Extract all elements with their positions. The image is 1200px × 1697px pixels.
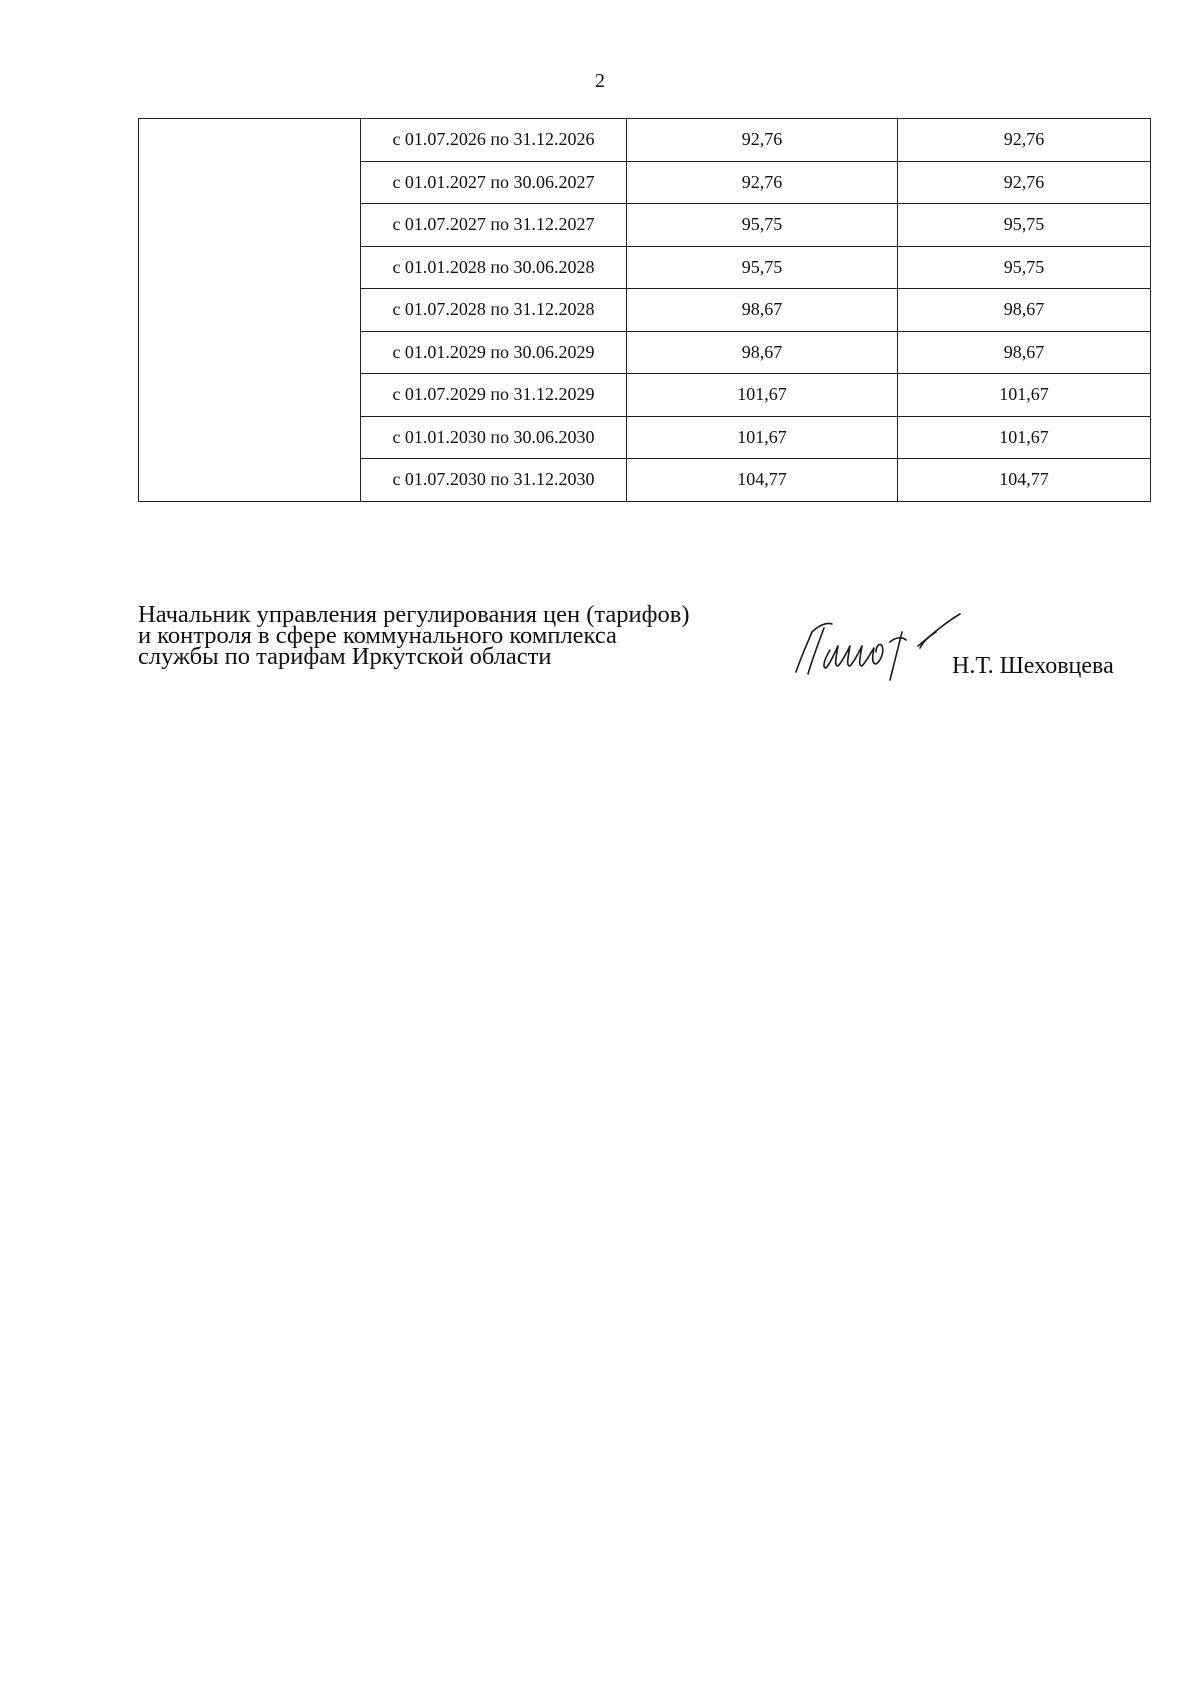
period-cell: с 01.07.2027 по 31.12.2027 <box>361 204 627 247</box>
table-row <box>139 119 1151 162</box>
tariff-value-cell: 92,76 <box>627 119 898 162</box>
tariff-value-cell: 95,75 <box>898 204 1151 247</box>
tariff-value-cell: 104,77 <box>898 459 1151 502</box>
tariff-value-cell: 101,67 <box>898 416 1151 459</box>
tariff-value-cell: 98,67 <box>898 331 1151 374</box>
signatory-position-line: Начальник управления регулирования цен (тарифов) <box>138 601 690 628</box>
tariff-value-cell: 101,67 <box>627 374 898 417</box>
signatory-name: Н.Т. Шеховцева <box>952 653 1114 679</box>
tariff-table-body <box>139 119 1151 502</box>
tariff-value-cell: 95,75 <box>627 246 898 289</box>
tariff-value-cell: 95,75 <box>898 246 1151 289</box>
period-cell: с 01.07.2026 по 31.12.2026 <box>361 119 627 162</box>
tariff-value-cell: 95,75 <box>627 204 898 247</box>
tariff-value-cell: 92,76 <box>627 161 898 204</box>
tariff-value-cell: 92,76 <box>898 119 1151 162</box>
period-cell: с 01.01.2030 по 30.06.2030 <box>361 416 627 459</box>
tariff-value-cell: 101,67 <box>627 416 898 459</box>
period-cell: с 01.01.2029 по 30.06.2029 <box>361 331 627 374</box>
tariff-table <box>138 118 1151 502</box>
period-cell: с 01.01.2028 по 30.06.2028 <box>361 246 627 289</box>
signatory-position-line: службы по тарифам Иркутской области <box>138 643 552 670</box>
period-cell: с 01.07.2030 по 31.12.2030 <box>361 459 627 502</box>
signatory-position-line: и контроля в сфере коммунального комплекса <box>138 622 617 649</box>
period-cell: с 01.07.2029 по 31.12.2029 <box>361 374 627 417</box>
tariff-value-cell: 104,77 <box>627 459 898 502</box>
period-cell: с 01.01.2027 по 30.06.2027 <box>361 161 627 204</box>
tariff-value-cell: 98,67 <box>627 289 898 332</box>
tariff-value-cell: 98,67 <box>898 289 1151 332</box>
tariff-value-cell: 98,67 <box>627 331 898 374</box>
period-cell: с 01.07.2028 по 31.12.2028 <box>361 289 627 332</box>
tariff-value-cell: 92,76 <box>898 161 1151 204</box>
signatory-position <box>138 601 690 670</box>
page-number: 2 <box>595 70 605 92</box>
tariff-value-cell: 101,67 <box>898 374 1151 417</box>
empty-merged-cell <box>139 119 361 502</box>
